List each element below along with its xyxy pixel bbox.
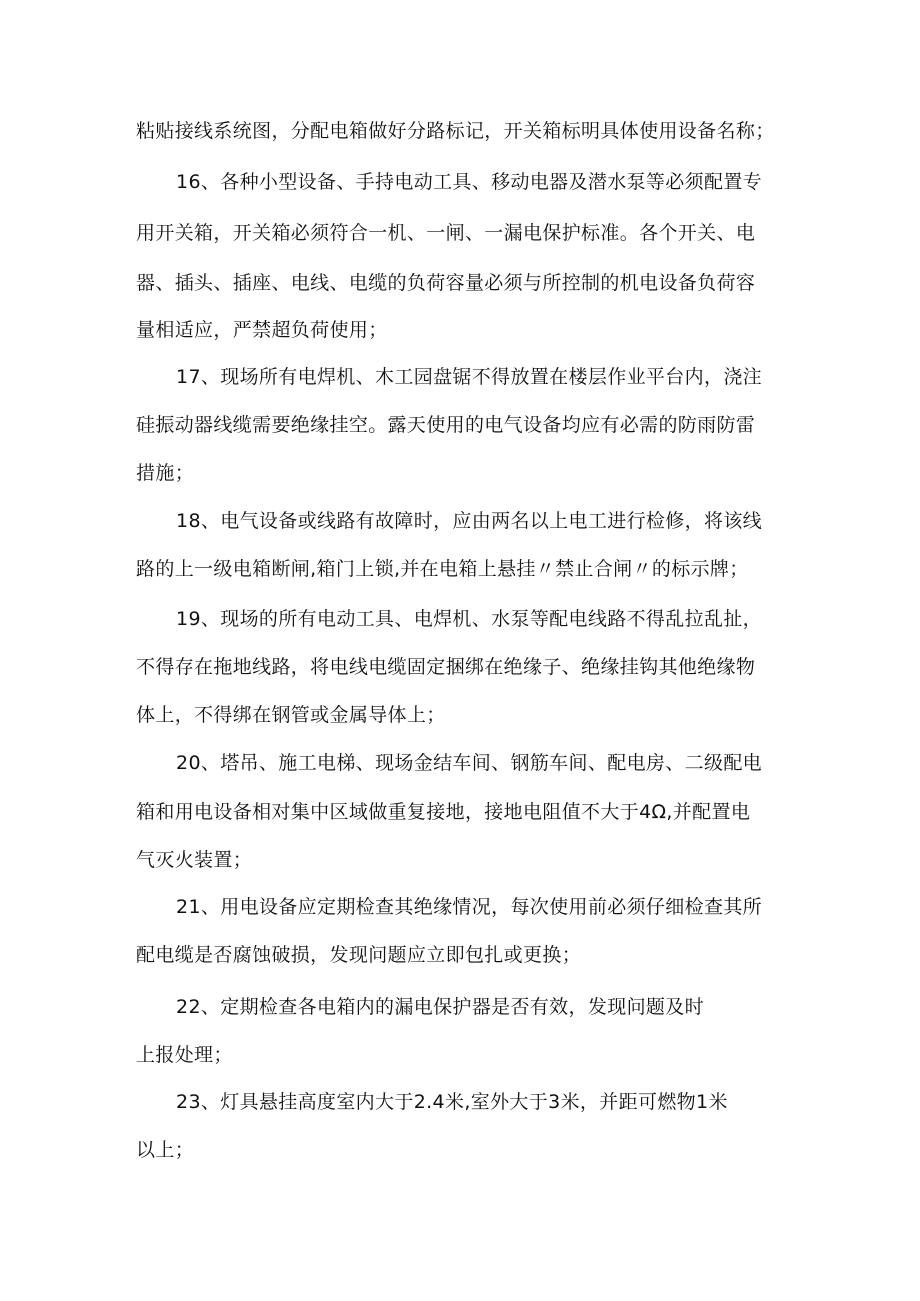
item-20-line-3: 气灭火装置； bbox=[136, 849, 253, 871]
item-18-line-1: 18、电气设备或线路有故障时，应由两名以上电工进行检修，将该线 bbox=[176, 510, 763, 532]
item-17-line-2: 硅振动器线缆需要绝缘挂空。露天使用的电气设备均应有必需的防雨防雷 bbox=[136, 414, 756, 436]
item-18-line-2: 路的上一级电箱断闸,箱门上锁,并在电箱上悬挂〃禁止合闸〃的标示牌； bbox=[136, 558, 749, 580]
item-20-line-2: 箱和用电设备相对集中区域做重复接地，接地电阻值不大于4Ω,并配置电 bbox=[136, 801, 751, 823]
item-16-line-3: 器、插头、插座、电线、电缆的负荷容量必须与所控制的机电设备负荷容 bbox=[136, 272, 756, 294]
item-21-line-1: 21、用电设备应定期检查其绝缘情况，每次使用前必须仔细检查其所 bbox=[176, 896, 763, 918]
item-21-line-2: 配电缆是否腐蚀破损，发现问题应立即包扎或更换； bbox=[136, 944, 582, 966]
item-22-line-2: 上报处理； bbox=[136, 1044, 233, 1066]
item-23-line-2: 以上； bbox=[136, 1139, 195, 1161]
item-17-line-1: 17、现场所有电焊机、木工园盘锯不得放置在楼层作业平台内，浇注 bbox=[176, 366, 763, 388]
item-19-line-1: 19、现场的所有电动工具、电焊机、水泵等配电线路不得乱拉乱扯， bbox=[176, 608, 763, 630]
item-19-line-3: 体上，不得绑在钢管或金属导体上； bbox=[136, 704, 446, 726]
item-23-line-1: 23、灯具悬挂高度室内大于2.4米,室外大于3米，并距可燃物1米 bbox=[176, 1091, 728, 1113]
item-16-line-4: 量相适应，严禁超负荷使用； bbox=[136, 319, 388, 341]
item-19-line-2: 不得存在拖地线路，将电线电缆固定捆绑在绝缘子、绝缘挂钩其他绝缘物 bbox=[136, 656, 756, 678]
item-16-line-2: 用开关箱，开关箱必须符合一机、一闸、一漏电保护标准。各个开关、电 bbox=[136, 222, 756, 244]
item-22-line-1: 22、定期检查各电箱内的漏电保护器是否有效，发现问题及时 bbox=[176, 996, 704, 1018]
item-16-line-1: 16、各种小型设备、手持电动工具、移动电器及潜水泵等必须配置专 bbox=[176, 171, 763, 193]
text-line-01: 粘贴接线系统图，分配电箱做好分路标记，开关箱标明具体使用设备名称； bbox=[136, 120, 775, 142]
item-17-line-3: 措施； bbox=[136, 462, 195, 484]
item-20-line-1: 20、塔吊、施工电梯、现场金结车间、钢筋车间、配电房、二级配电 bbox=[176, 752, 763, 774]
